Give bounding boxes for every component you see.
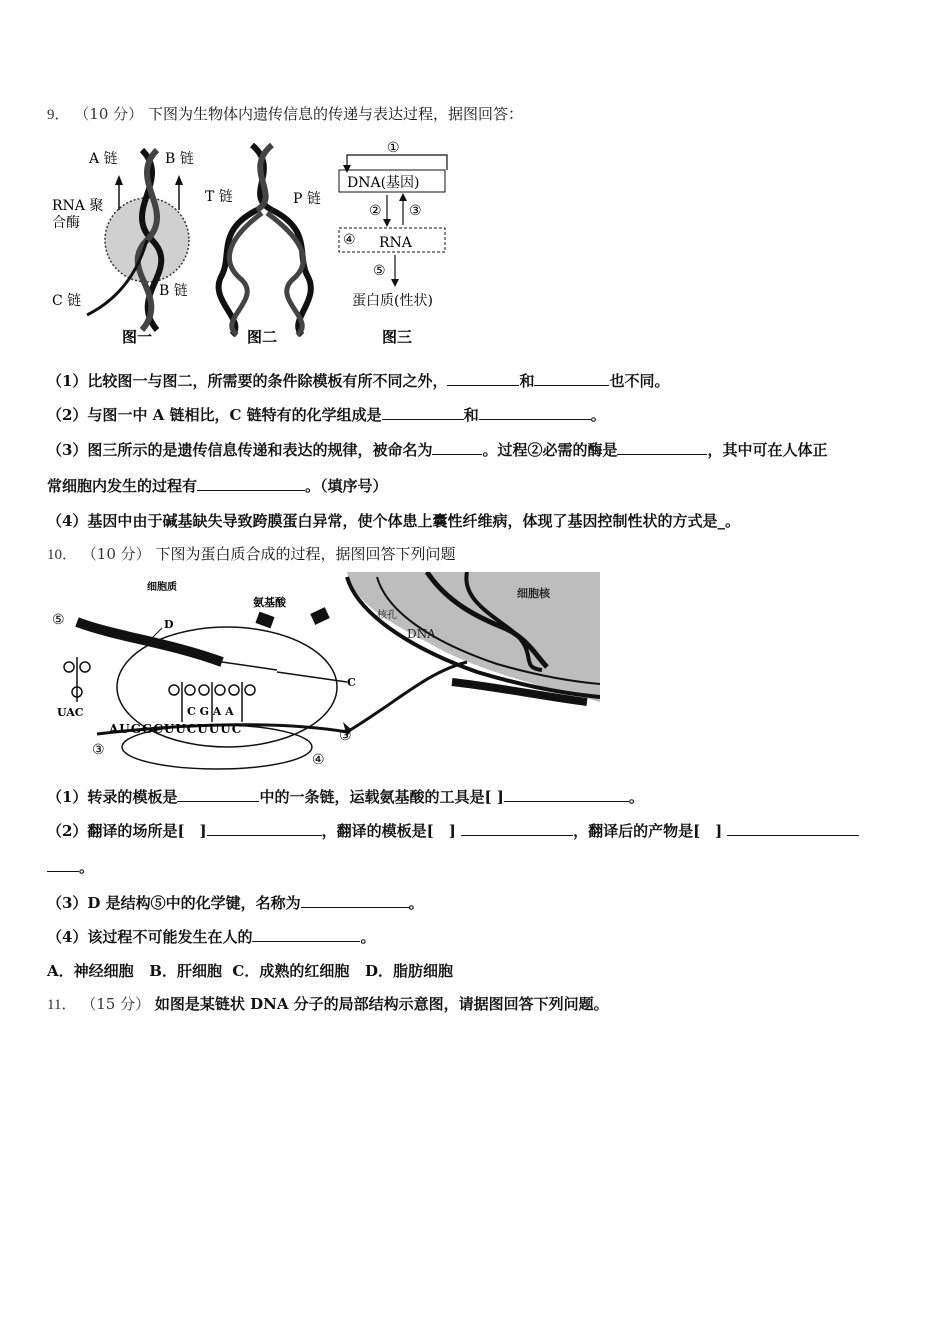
q10-amino-acid-2: [310, 607, 330, 625]
fig1-rna-pol-2: 合酶: [52, 215, 80, 231]
q10-sub1-end: 。: [628, 788, 644, 806]
q9-number: 9．: [47, 107, 70, 123]
fig1-a-chain: A 链: [89, 151, 118, 167]
q10-sub4-text-a: （4）该过程不可能发生在人的: [47, 928, 253, 946]
q10-sub2-end: 。: [79, 858, 95, 876]
q10-circle-5: ⑤: [52, 612, 65, 628]
q10-sub1-text-a: （1）转录的模板是: [47, 788, 178, 806]
q10-figure: [47, 572, 600, 770]
q10-heading: [47, 543, 455, 564]
q10-trna-bases: C G A A: [187, 705, 234, 718]
q9-sub1-and: 和: [519, 372, 535, 390]
fig1-label: 图一: [122, 328, 153, 346]
q10-polypeptide: [77, 622, 277, 670]
q9-sub3-text-c: ，其中可在人体正: [707, 441, 828, 459]
q9-sub2-text-a: （2）与图一中 A 链相比，C 链特有的化学组成是: [47, 406, 382, 424]
q10-sub1-blank-1[interactable]: [177, 786, 259, 802]
q10-sub3: [47, 892, 424, 913]
q9-sub3-text-d: 常细胞内发生的过程有: [47, 477, 198, 495]
q9-sub3-blank-3[interactable]: [197, 475, 305, 491]
q10-amino-acid-1: [255, 612, 274, 629]
q10-nucleus: [347, 572, 600, 702]
q9-sub1-blank-1[interactable]: [447, 370, 519, 386]
q10-sub4-blank[interactable]: [252, 926, 360, 942]
fig3-circle-5: ⑤: [373, 263, 386, 279]
q9-sub1: [47, 370, 669, 391]
q10-dna-label: DNA: [407, 627, 436, 641]
q9-sub2: [47, 404, 606, 425]
fig1-b-chain-bottom: B 链: [159, 283, 188, 299]
q10-amino-acid-label: 氨基酸: [253, 596, 286, 609]
q10-anticodon: UAC: [57, 706, 84, 719]
q9-sub4: （4）基因中由于碱基缺失导致跨膜蛋白异常，使个体患上囊性纤维病，体现了基因控制性状的方式是_。: [47, 512, 740, 530]
fig1-c-chain: C 链: [52, 293, 82, 309]
fig2-helix: [219, 145, 311, 335]
fig3-rna: RNA: [379, 235, 412, 251]
q9-heading: [47, 103, 523, 124]
q9-sub1-blank-2[interactable]: [534, 370, 609, 386]
q10-sub2-blank-2[interactable]: [461, 820, 573, 836]
q10-circle-4: ④: [312, 752, 325, 768]
fig3-circle-3: ③: [409, 203, 422, 219]
q10-sub1: [47, 786, 644, 807]
q11-stem: 如图是某链状 DNA 分子的局部结构示意图，请据图回答下列问题。: [154, 995, 609, 1013]
q9-sub3-line2: [47, 475, 388, 496]
fig1-b-chain-top: B 链: [165, 151, 194, 167]
q9-figure: [47, 135, 457, 350]
q9-points: （10 分）: [74, 105, 144, 123]
q10-sub2-text-b: ，翻译的模板是[ ]: [321, 822, 462, 840]
q10-cytoplasm-label: 细胞质: [147, 582, 177, 593]
q10-sub1-blank-2[interactable]: [504, 786, 629, 802]
q9-sub3-text-e: 。（填序号）: [305, 477, 388, 495]
q11-number: 11．: [47, 997, 77, 1013]
q9-stem: 下图为生物体内遗传信息的传递与表达过程，据图回答：: [147, 105, 523, 123]
q9-sub3-line1: [47, 439, 827, 460]
q9-sub2-blank-1[interactable]: [382, 404, 464, 420]
q9-figure-svg: [47, 135, 457, 350]
q10-sub3-text-a: （3）D 是结构⑤中的化学键，名称为: [47, 894, 301, 912]
q10-sub2-line2: [47, 856, 94, 877]
q10-label-d: D: [164, 618, 174, 631]
q10-mrna-sequence: AUGGCUUCUUUC: [109, 722, 243, 736]
fig3-circle-1: ①: [387, 140, 400, 156]
q10-sub4: [47, 926, 375, 947]
fig1-helix: [87, 150, 189, 330]
fig2-p-chain: P 链: [293, 191, 321, 207]
q10-sub2-line1: [47, 820, 859, 841]
q10-nuclear-pore-label: 核孔: [377, 610, 397, 621]
q10-sub2-text-a: （2）翻译的场所是[ ]: [47, 822, 207, 840]
fig3-circle-4: ④: [343, 232, 356, 248]
fig2-label: 图二: [247, 328, 278, 346]
fig3-label: 图三: [382, 328, 413, 346]
q9-sub1-text-a: （1）比较图一与图二，所需要的条件除模板有所不同之外，: [47, 372, 448, 390]
q9-sub3-text-b: 。过程②必需的酶是: [482, 441, 618, 459]
q10-stem: 下图为蛋白质合成的过程，据图回答下列问题: [155, 545, 456, 563]
q9-sub1-text-b: 也不同。: [609, 372, 670, 390]
fig3-circle-2: ②: [369, 203, 382, 219]
q10-sub2-text-c: ，翻译后的产物是[ ]: [573, 822, 728, 840]
q10-sub2-blank-3-cont[interactable]: [47, 856, 79, 872]
q10-sub3-end: 。: [408, 894, 424, 912]
fig3-dna: DNA(基因): [347, 175, 420, 191]
fig1-rna-pol-1: RNA 聚: [52, 198, 104, 214]
q10-circle-3-left: ③: [92, 742, 105, 758]
q10-points: （10 分）: [81, 545, 151, 563]
q9-sub3-blank-1[interactable]: [432, 439, 482, 455]
q9-sub3-blank-2[interactable]: [617, 439, 707, 455]
q10-number: 10．: [47, 547, 78, 563]
q10-nucleus-label: 细胞核: [517, 587, 550, 600]
fig2-t-chain: T 链: [205, 189, 233, 205]
q11-points: （15 分）: [81, 995, 151, 1013]
q9-sub2-end: 。: [590, 406, 606, 424]
q9-sub2-blank-2[interactable]: [479, 404, 591, 420]
q11-heading: [47, 993, 609, 1014]
q9-sub2-and: 和: [463, 406, 479, 424]
q9-sub3-text-a: （3）图三所示的是遗传信息传递和表达的规律，被命名为: [47, 441, 433, 459]
q10-sub1-text-b: 中的一条链，运载氨基酸的工具是[ ]: [259, 788, 504, 806]
q10-figure-svg: [47, 572, 600, 770]
fig3-protein: 蛋白质(性状): [352, 293, 433, 309]
q10-sub2-blank-1[interactable]: [207, 820, 322, 836]
q10-circle-3-right: ③: [339, 728, 352, 744]
q10-label-c: C: [347, 676, 356, 689]
q10-sub2-blank-3[interactable]: [727, 820, 859, 836]
q10-sub4-end: 。: [360, 928, 376, 946]
q10-sub3-blank[interactable]: [301, 892, 409, 908]
q10-options: A．神经细胞 B．肝细胞 C．成熟的红细胞 D．脂肪细胞: [47, 962, 454, 980]
